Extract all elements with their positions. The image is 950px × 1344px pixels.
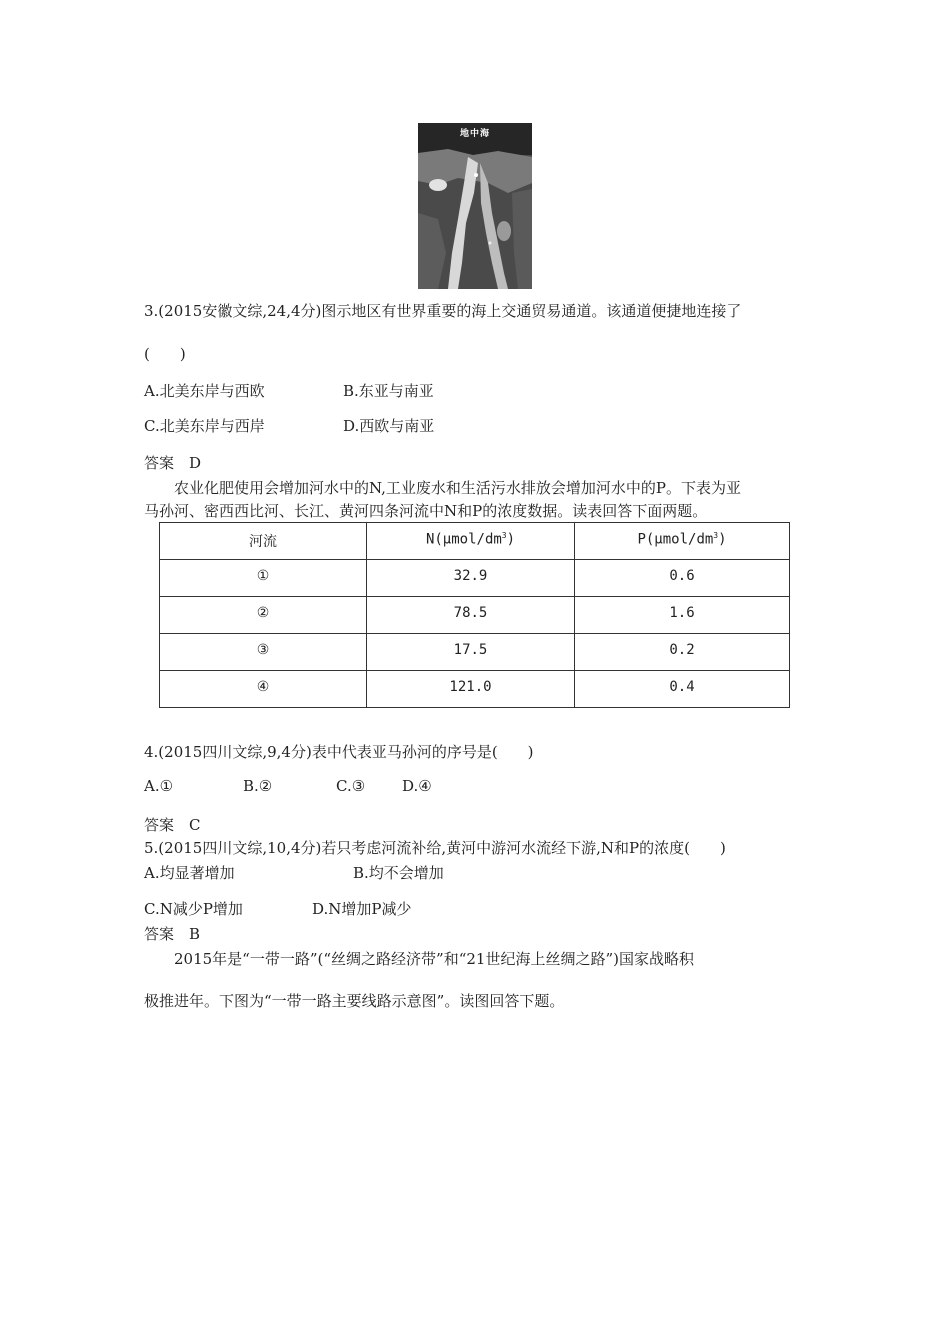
- outro-line-2: 极推进年。下图为“一带一路主要线路示意图”。读图回答下题。: [144, 992, 565, 1010]
- table-row: [160, 597, 790, 634]
- cell-n: 32.9: [367, 560, 575, 597]
- table-row: [160, 560, 790, 597]
- table-row: [160, 671, 790, 708]
- river-concentration-table: [159, 522, 790, 708]
- q3-option-d: D.西欧与南亚: [343, 417, 435, 435]
- satellite-terrain: [418, 123, 532, 289]
- cell-n: 78.5: [367, 597, 575, 634]
- q4-option-d: D.④: [402, 777, 432, 795]
- table-header-row: [160, 523, 790, 560]
- q5-answer: 答案 B: [144, 925, 201, 943]
- satellite-image: [418, 123, 532, 289]
- figure-label: 地中海: [459, 129, 490, 139]
- q5-option-c: C.N减少P增加: [144, 900, 243, 918]
- q5-stem: 5.(2015四川文综,10,4分)若只考虑河流补给,黄河中游河水流经下游,N和P的浓度( ): [144, 839, 726, 857]
- cell-p: 0.2: [575, 634, 790, 671]
- cell-river: ①: [160, 560, 367, 597]
- cell-p: 0.6: [575, 560, 790, 597]
- cell-river: ③: [160, 634, 367, 671]
- q3-option-a: A.北美东岸与西欧: [144, 382, 265, 400]
- intro-line-1: 农业化肥使用会增加河水中的N,工业废水和生活污水排放会增加河水中的P。下表为亚: [174, 479, 742, 497]
- header-p: $P(\mu mol/dm^3)$: [575, 523, 790, 560]
- q4-option-b: B.②: [243, 777, 273, 795]
- cell-n: 17.5: [367, 634, 575, 671]
- cell-river: ②: [160, 597, 367, 634]
- q4-stem: 4.(2015四川文综,9,4分)表中代表亚马孙河的序号是( ): [144, 743, 534, 761]
- q4-option-a: A.①: [144, 777, 174, 795]
- table-row: [160, 634, 790, 671]
- cell-n: 121.0: [367, 671, 575, 708]
- q5-option-d: D.N增加P减少: [312, 900, 412, 918]
- q3-stem: 3.(2015安徽文综,24,4分)图示地区有世界重要的海上交通贸易通道。该通道便捷地连接了: [144, 302, 742, 320]
- outro-line-1: 2015年是“一带一路”(“丝绸之路经济带”和“21世纪海上丝绸之路”)国家战略积: [174, 950, 694, 968]
- q5-option-a: A.均显著增加: [144, 864, 235, 882]
- q3-answer: 答案 D: [144, 454, 202, 472]
- q4-option-c: C.③: [336, 777, 366, 795]
- q3-option-b: B.东亚与南亚: [343, 382, 434, 400]
- header-n: $N(\mu mol/dm^3)$: [367, 523, 575, 560]
- cell-river: ④: [160, 671, 367, 708]
- q3-option-c: C.北美东岸与西岸: [144, 417, 265, 435]
- cell-p: 1.6: [575, 597, 790, 634]
- q4-answer: 答案 C: [144, 816, 201, 834]
- cell-p: 0.4: [575, 671, 790, 708]
- intro-line-2: 马孙河、密西西比河、长江、黄河四条河流中N和P的浓度数据。读表回答下面两题。: [144, 502, 708, 520]
- q3-blank: ( ): [144, 345, 186, 363]
- q5-option-b: B.均不会增加: [353, 864, 444, 882]
- header-river: 河流: [160, 523, 367, 560]
